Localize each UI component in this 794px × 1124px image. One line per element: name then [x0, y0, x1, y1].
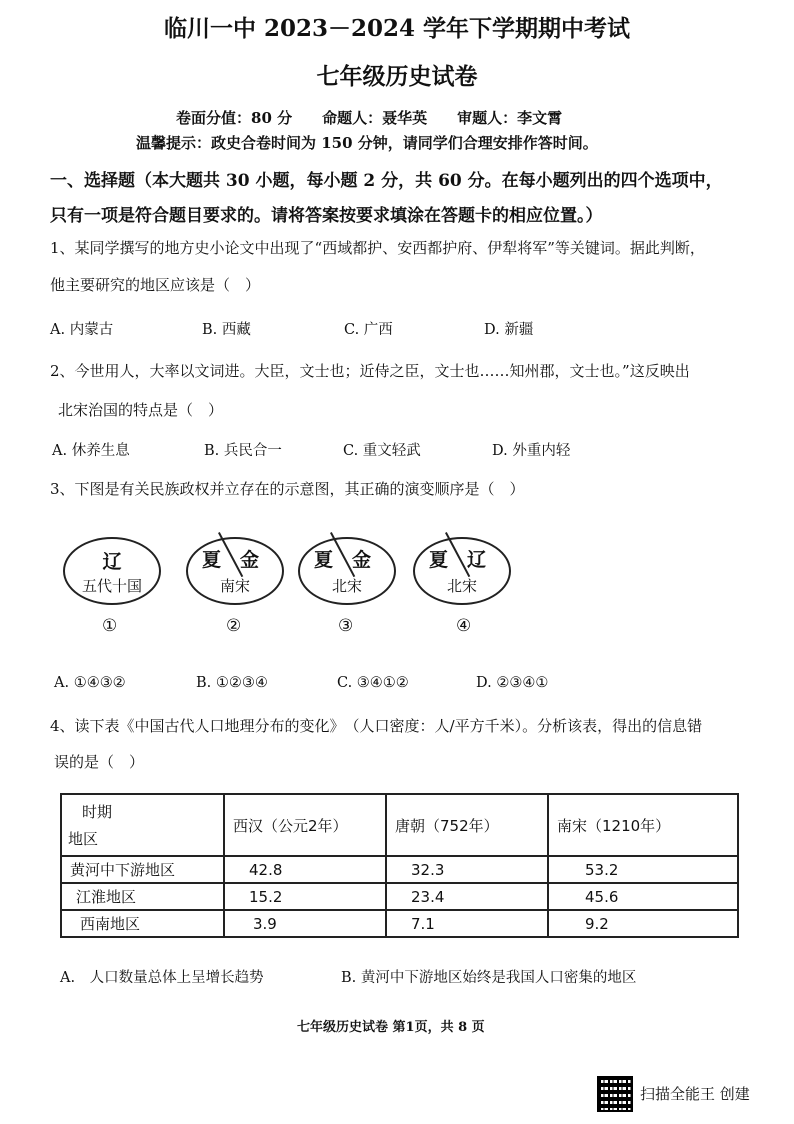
q4-stem-line2: 误的是（ ） [54, 753, 145, 771]
table-corner-period: 时期 [82, 803, 113, 821]
table-cell: 7.1 [386, 910, 548, 937]
table-cell: 3.9 [224, 910, 386, 937]
table-corner-cell [61, 794, 224, 856]
section-heading-line2: 只有一项是符合题目要求的。请将答案按要求填涂在答题卡的相应位置。） [50, 206, 603, 226]
table-region-cell: 江淮地区 [61, 883, 224, 910]
table-cell: 15.2 [224, 883, 386, 910]
q1-option-c: C. 广西 [344, 322, 393, 338]
q2-option-a: A. 休养生息 [52, 443, 130, 459]
table-row [61, 856, 738, 883]
table-cell: 32.3 [386, 856, 548, 883]
q3-option-a: A. ①④③② [54, 675, 126, 691]
population-table [60, 793, 739, 938]
q1-stem-line2: 他主要研究的地区应该是（ ） [50, 276, 261, 294]
table-cell: 23.4 [386, 883, 548, 910]
table-cell: 53.2 [548, 856, 738, 883]
q4-stem-line1: 4、读下表《中国古代人口地理分布的变化》 （人口密度：人/平方千米）。分析该表，得出的信息错 [50, 717, 703, 735]
diagram-oval-3 [298, 537, 396, 605]
exam-meta: 卷面分值：80 分 命题人：聂华英 审题人：李文霄 [176, 109, 563, 127]
table-cell: 45.6 [548, 883, 738, 910]
table-column-header: 南宋（1210年） [548, 794, 738, 856]
q2-option-b: B. 兵民合一 [204, 443, 282, 459]
diagram-4-left: 夏 [429, 549, 449, 571]
diagram-3-right: 金 [352, 549, 372, 571]
diagram-2-left: 夏 [202, 549, 222, 571]
table-column-header: 唐朝（752年） [386, 794, 548, 856]
q3-option-c: C. ③④①② [337, 675, 409, 691]
table-column-header: 西汉（公元2年） [224, 794, 386, 856]
diagram-oval-2 [186, 537, 284, 605]
table-cell: 42.8 [224, 856, 386, 883]
q3-stem: 3、下图是有关民族政权并立存在的示意图，其正确的演变顺序是（ ） [50, 480, 525, 498]
diagram-4-bottom: 北宋 [446, 577, 477, 595]
diagram-2-bottom: 南宋 [219, 577, 250, 595]
diagram-1-number: ① [102, 616, 118, 636]
section-heading-line1: 一、选择题（本大题共 30 小题，每小题 2 分，共 60 分。在每小题列出的四个选项中， [50, 171, 723, 191]
diagram-3-bottom: 北宋 [331, 577, 362, 595]
q1-option-d: D. 新疆 [484, 322, 534, 338]
q4-option-a: A. 人口数量总体上呈增长趋势 [60, 970, 264, 986]
exam-subtitle: 七年级历史试卷 [316, 63, 478, 90]
q2-stem-line2: 北宋治国的特点是（ ） [58, 401, 224, 419]
q4-option-b: B. 黄河中下游地区始终是我国人口密集的地区 [341, 970, 637, 986]
diagram-4-number: ④ [456, 616, 472, 636]
exam-tip: 温馨提示：政史合卷时间为 150 分钟，请同学们合理安排作答时间。 [136, 134, 598, 152]
diagram-3-left: 夏 [314, 549, 334, 571]
qr-code-icon [597, 1076, 633, 1112]
page-footer: 七年级历史试卷 第1页，共 8 页 [297, 1020, 485, 1035]
table-row [61, 910, 738, 937]
diagram-oval-1 [63, 537, 161, 605]
table-region-cell: 黄河中下游地区 [61, 856, 224, 883]
exam-title: 临川一中 2023－2024 学年下学期期中考试 [163, 15, 631, 42]
q1-option-b: B. 西藏 [202, 322, 251, 338]
q2-stem-line1: 2、今世用人，大率以文词进。大臣，文士也；近侍之臣，文士也……知州郡，文士也。”这反映出 [50, 362, 690, 380]
scanner-watermark: 扫描全能王 创建 [640, 1085, 750, 1103]
diagram-4-right: 辽 [467, 549, 487, 571]
q3-option-b: B. ①②③④ [196, 675, 268, 691]
q2-option-c: C. 重文轻武 [343, 443, 421, 459]
q3-option-d: D. ②③④① [476, 675, 549, 691]
diagram-2-right: 金 [240, 549, 260, 571]
diagram-oval-4 [413, 537, 511, 605]
diagram-1-bottom: 五代十国 [81, 577, 142, 595]
table-row [61, 883, 738, 910]
diagram-1-top: 辽 [102, 551, 122, 573]
table-cell: 9.2 [548, 910, 738, 937]
table-corner-region: 地区 [68, 830, 99, 848]
q1-stem-line1: 1、某同学撰写的地方史小论文中出现了“西域都护、安西都护府、伊犁将军”等关键词。据此判断， [50, 239, 705, 257]
diagram-3-number: ③ [338, 616, 354, 636]
diagram-2-number: ② [226, 616, 242, 636]
q2-option-d: D. 外重内轻 [492, 443, 571, 459]
q1-option-a: A. 内蒙古 [50, 322, 114, 338]
table-header-row [61, 794, 738, 856]
table-region-cell: 西南地区 [61, 910, 224, 937]
